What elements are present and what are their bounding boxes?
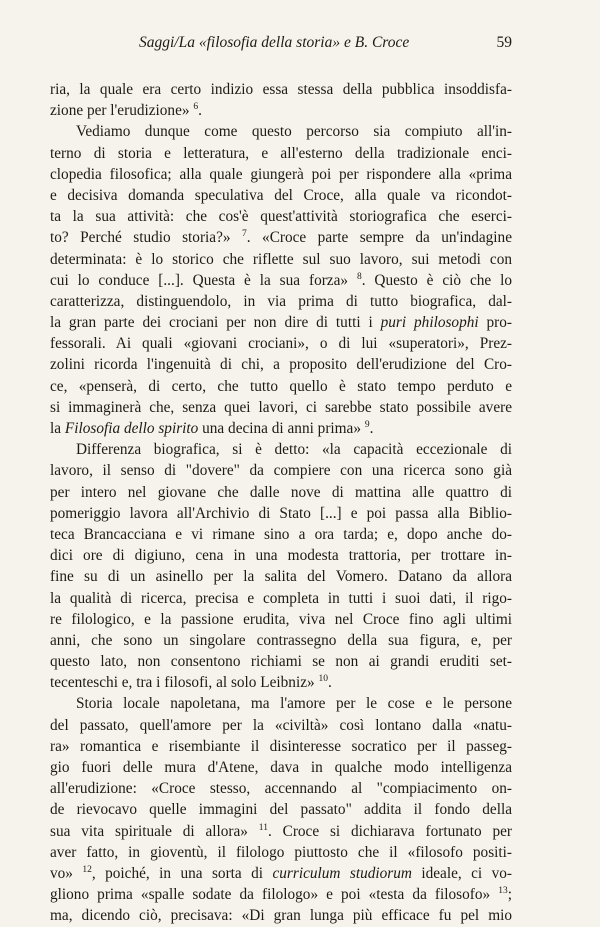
line-text: , poiché, in una sorta di <box>91 864 273 882</box>
text-line <box>50 609 512 630</box>
text-line <box>50 693 512 714</box>
line-text: ra» romantica e risembiante il disinteresse socratico per il passeg- <box>50 737 512 755</box>
line-text: zolini ricorda l'ingenuità di chi, a proposito dell'erudizione del Cro- <box>50 356 512 374</box>
text-line <box>50 884 512 905</box>
line-text: aver fatto, in gioventù, il filologo piuttosto che il «filosofo positi- <box>50 843 512 861</box>
text-line <box>50 715 512 736</box>
line-text: pomeriggio lavora all'Archivio di Stato [...] e poi passa alla Biblio- <box>50 504 512 522</box>
line-text: zione per l'erudizione» <box>50 102 194 120</box>
line-text: del passato, quell'amore per la «civiltà» così lontano dalla «natu- <box>50 716 512 734</box>
line-text: ; <box>507 886 512 904</box>
italic-title: puri philosophi <box>380 314 479 332</box>
line-text: determinata: è lo storico che riflette sul suo lavoro, sui metodi con <box>50 250 512 268</box>
line-text: teca Brancacciana e vi rimane sino a ora tarda; e, dopo anche do- <box>50 525 512 543</box>
text-line <box>50 503 512 524</box>
line-text: per intero nel giovane che dalle nove di mattina alle quattro di <box>50 483 512 501</box>
text-line <box>50 270 512 291</box>
footnote-marker: 9 <box>364 419 370 430</box>
text-line <box>50 376 512 397</box>
text-line <box>50 249 512 270</box>
text-line <box>50 842 512 863</box>
line-text: fessorali. Ai quali «giovani crociani», o di lui «superatori», Prez- <box>50 335 512 353</box>
text-line <box>50 630 512 651</box>
footnote-marker: 8 <box>356 271 362 282</box>
line-text: Vediamo dunque come questo percorso sia compiuto all'in- <box>76 123 512 141</box>
line-text: . Croce si dichiarava fortunato per <box>267 822 512 840</box>
text-line <box>50 418 512 439</box>
line-text: clopedia filosofica; alla quale giungerà poi per rispondere alla «prima <box>50 165 512 183</box>
text-line <box>50 206 512 227</box>
text-line <box>50 588 512 609</box>
line-text: . «Croce parte sempre da un'indagine <box>246 229 512 247</box>
text-line <box>50 545 512 566</box>
line-text: e decisiva domanda speculativa del Croce, alla quale va ricondot- <box>50 186 512 204</box>
line-text: sua vita spirituale di allora» <box>50 822 259 840</box>
footnote-marker: 10 <box>318 674 328 685</box>
line-text: . <box>369 420 374 437</box>
running-title: Saggi/La «filosofia della storia» e B. Croce <box>139 34 410 51</box>
text-line <box>50 863 512 884</box>
line-text: lavoro, il senso di "dovere" da compiere con una ricerca sono già <box>50 462 512 480</box>
page-number: 59 <box>496 34 512 51</box>
line-text: Differenza biografica, si è detto: «la capacità eccezionale di <box>76 441 512 459</box>
text-line <box>50 482 512 503</box>
footnote-marker: 12 <box>82 864 92 875</box>
line-text: tecenteschi e, tra i filosofi, al solo Leibniz» <box>50 674 319 692</box>
footnote-marker: 7 <box>242 229 247 240</box>
text-line <box>50 185 512 206</box>
text-line <box>50 291 512 312</box>
line-text: la gran parte dei crociani per non dire di tutti i <box>50 314 381 332</box>
line-text: all'erudizione: «Croce stesso, accennando al "compiacimento on- <box>50 780 512 798</box>
line-text: re filologico, e la passione erudita, viva nel Croce fino agli ultimi <box>50 610 512 628</box>
line-text: ma, dicendo ciò, precisava: «Di gran lunga più efficace fu pel mio <box>50 907 512 925</box>
text-line <box>50 566 512 587</box>
line-text: . <box>198 102 202 120</box>
text-line <box>50 651 512 672</box>
text-line <box>50 736 512 757</box>
line-text: ria, la quale era certo indizio essa stessa della pubblica insoddisfa- <box>50 81 512 98</box>
text-line <box>50 227 512 248</box>
line-text: ideale, ci vo- <box>411 864 512 882</box>
text-line <box>50 333 512 354</box>
line-text: to? Perché studio storia?» <box>50 229 242 247</box>
text-line <box>50 100 512 121</box>
line-text: terno di storia e letteratura, e all'esterno della tradizionale enci- <box>50 144 512 162</box>
line-text: anni, che sono un singolare contrassegno della sua figura, e, per <box>50 631 512 649</box>
line-text: caratterizza, distinguendolo, in via prima di tutto biografica, dal- <box>50 292 512 310</box>
text-line <box>50 397 512 418</box>
line-text: fine su di un asinello per la salita del Vomero. Datano da allora <box>50 568 512 586</box>
italic-title: Filosofia dello spirito <box>64 420 199 437</box>
line-text: . <box>327 674 332 692</box>
text-line <box>50 312 512 333</box>
line-text: pro- <box>478 314 513 332</box>
text-line <box>50 121 512 142</box>
footnote-marker: 6 <box>193 102 199 113</box>
text-line <box>50 524 512 545</box>
text-line <box>50 799 512 820</box>
text-line <box>50 778 512 799</box>
line-text: gliono prima «spalle sodate da filologo» e poi «testa da filosofo» <box>50 886 499 904</box>
line-text: questo lato, non consentono richiami se non ai grandi eruditi set- <box>50 653 512 671</box>
footnote-marker: 11 <box>258 822 268 833</box>
text-line <box>50 354 512 375</box>
line-text: si immaginerà che, senza quei lavori, ci sarebbe stato possibile avere <box>50 398 512 416</box>
line-text: una decina di anni prima» <box>198 420 365 437</box>
text-line <box>50 905 512 926</box>
italic-title: curriculum studiorum <box>272 864 412 882</box>
line-text: Storia locale napoletana, ma l'amore per le cose e le persone <box>76 695 512 713</box>
line-text: la <box>50 420 65 437</box>
line-text: de rievocavo quelle immagini del passato" addita il fondo della <box>50 801 512 819</box>
line-text: la qualità di ricerca, precisa e completa in tutti i suoi dati, il rigo- <box>50 589 512 607</box>
text-line <box>50 460 512 481</box>
footnote-marker: 13 <box>498 886 508 897</box>
text-line <box>50 164 512 185</box>
body-text <box>50 79 512 927</box>
line-text: vo» <box>50 864 83 882</box>
line-text: ce, «penserà, di certo, che tutto quello è stato tempo perduto e <box>50 377 512 395</box>
text-line <box>50 821 512 842</box>
line-text: cui lo conduce [...]. Questa è la sua forza» <box>50 271 357 289</box>
line-text: ta la sua attività: che cos'è quest'attività storiografica che eserci- <box>50 208 512 226</box>
running-header <box>50 34 512 54</box>
text-line <box>50 143 512 164</box>
text-line <box>50 757 512 778</box>
text-line <box>50 439 512 460</box>
line-text: gio fuori delle mura d'Atene, dava in qualche modo intelligenza <box>50 759 512 776</box>
text-line <box>50 672 512 693</box>
line-text: . Questo è ciò che lo <box>361 271 512 289</box>
text-line <box>50 79 512 100</box>
line-text: dici ore di digiuno, cena in una modesta trattoria, per trottare in- <box>50 547 512 565</box>
